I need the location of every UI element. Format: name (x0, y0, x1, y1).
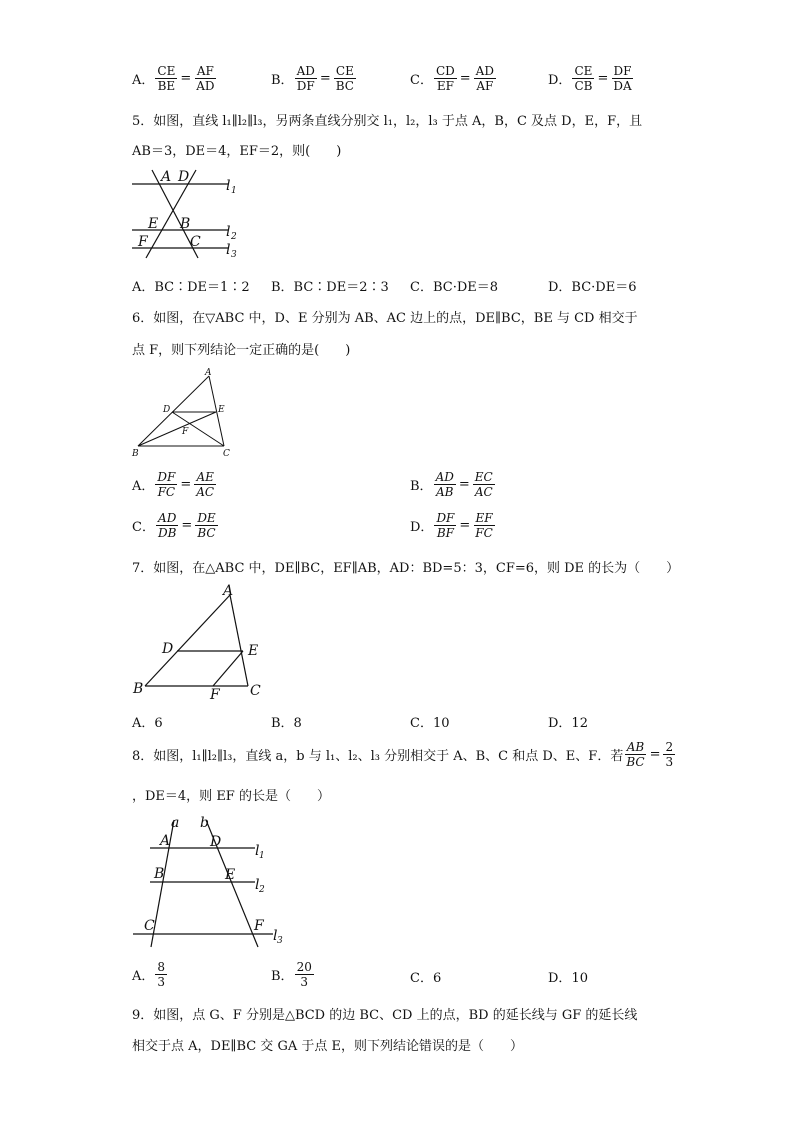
q5-stem-line2: AB＝3，DE＝4，EF＝2，则( ) (132, 144, 342, 159)
q9-stem-line2: 相交于点 A，DE∥BC 交 GA 于点 E，则下列结论错误的是（ ） (132, 1039, 523, 1054)
fraction: $\frac{AD}{DB}$ (157, 511, 177, 540)
label-e: E (148, 216, 159, 232)
q6-option-c[interactable]: C． $\frac{AD}{DB}$ = $\frac{DE}{BC}$ (132, 511, 216, 540)
q5-stem-line1: 5．如图，直线 l₁∥l₂∥l₃，另两条直线分别交 l₁，l₂，l₃ 于点 A，B，C 及点 D，E，F，且 (132, 114, 643, 129)
fraction: $\frac{DF}{BF}$ (436, 511, 455, 540)
fraction: $\frac{CE}{BC}$ (335, 64, 354, 93)
fraction: $\frac{AF}{AD}$ (196, 64, 215, 93)
label-f: F (138, 234, 148, 250)
q8-stem-line2: ，DE＝4，则 EF 的长是（ ） (132, 789, 330, 804)
q4-option-c[interactable]: C． $\frac{CD}{EF}$ = $\frac{AD}{AF}$ (410, 64, 494, 93)
q7-figure (130, 583, 270, 703)
fraction: $\frac{EF}{FC}$ (475, 511, 493, 540)
label-d: D (178, 169, 190, 185)
label-b: B (133, 681, 144, 697)
label-l2-sub: 2 (259, 885, 265, 895)
label-l1-sub: 1 (231, 186, 237, 196)
label-a-line: a (171, 815, 180, 831)
fraction: $\frac{20}{3}$ (296, 960, 312, 989)
label-d: D (163, 405, 171, 415)
q8-figure (130, 815, 290, 955)
label-l2-sub: 2 (231, 232, 237, 242)
label-l3-sub: 3 (231, 250, 237, 260)
label-l3-sub: 3 (277, 936, 283, 946)
side-ab (138, 376, 209, 446)
q4-option-d[interactable]: D． $\frac{CE}{CB}$ = $\frac{DF}{DA}$ (548, 64, 632, 93)
q9-stem-line1: 9．如图，点 G、F 分别是△BCD 的边 BC、CD 上的点，BD 的延长线与 GF 的延长线 (132, 1008, 638, 1023)
q5-option-d[interactable]: D．BC·DE＝6 (548, 280, 637, 295)
q6-option-a[interactable]: A． $\frac{DF}{FC}$ = $\frac{AE}{AC}$ (132, 470, 215, 499)
side-ac (230, 595, 248, 686)
label-c: C (250, 683, 261, 699)
label-a: A (223, 583, 234, 599)
label-f: F (210, 687, 220, 703)
segment-be (138, 412, 216, 446)
q6-figure (132, 368, 242, 458)
q5-option-a[interactable]: A．BC∶DE＝1∶2 (132, 280, 250, 295)
label-f: F (254, 918, 264, 934)
label-l3: l (273, 928, 278, 944)
fraction: $\frac{CE}{BE}$ (157, 64, 176, 93)
q8-stem-line1: 8．如图，l₁∥l₂∥l₃，直线 a，b 与 l₁、l₂、l₃ 分别相交于 A、B、C 和点 D、E、F．若 $\frac{AB}{BC}$ = $\frac{2}{3}$ (132, 740, 674, 769)
fraction: $\frac{DF}{FC}$ (157, 470, 176, 499)
label-d: D (162, 641, 174, 657)
label-d: D (210, 834, 222, 850)
q4-option-a[interactable]: A． $\frac{CE}{BE}$ = $\frac{AF}{AD}$ (132, 64, 215, 93)
side-ab (145, 595, 230, 686)
fraction: $\frac{2}{3}$ (665, 740, 674, 769)
q7-option-a[interactable]: A．6 (132, 716, 163, 731)
fraction: $\frac{CE}{CB}$ (574, 64, 593, 93)
q7-option-c[interactable]: C．10 (410, 716, 450, 731)
label-l2: l (226, 224, 231, 240)
fraction: $\frac{DF}{DA}$ (613, 64, 632, 93)
label-l1: l (226, 178, 231, 194)
label-f: F (182, 427, 189, 437)
label-l1: l (255, 843, 260, 859)
fraction: $\frac{AD}{AB}$ (435, 470, 454, 499)
label-e: E (248, 643, 259, 659)
q8-option-a[interactable]: A． $\frac{8}{3}$ (132, 960, 166, 989)
label-a: A (205, 368, 212, 378)
q7-stem: 7．如图，在△ABC 中，DE∥BC，EF∥AB，AD：BD=5：3，CF=6，则 DE 的长为（ ） (132, 561, 680, 576)
q7-option-d[interactable]: D．12 (548, 716, 588, 731)
q6-option-d[interactable]: D． $\frac{DF}{BF}$ = $\frac{EF}{FC}$ (410, 511, 493, 540)
q5-figure (130, 168, 240, 263)
label-l3: l (226, 242, 231, 258)
q5-option-b[interactable]: B．BC∶DE＝2∶3 (271, 280, 389, 295)
label-b-line: b (200, 815, 209, 831)
label-l1-sub: 1 (259, 851, 265, 861)
label-a: A (160, 833, 171, 849)
fraction: $\frac{AE}{AC}$ (196, 470, 215, 499)
label-a: A (161, 169, 172, 185)
q5-option-c[interactable]: C．BC·DE＝8 (410, 280, 499, 295)
q6-stem-line1: 6．如图，在▽ABC 中，D、E 分别为 AB、AC 边上的点，DE∥BC，BE 与 CD 相交于 (132, 311, 638, 326)
fraction: $\frac{DE}{BC}$ (197, 511, 216, 540)
q8-option-c[interactable]: C．6 (410, 971, 442, 986)
segment-ef (213, 651, 243, 686)
q6-stem-line2: 点 F，则下列结论一定正确的是( ) (132, 343, 351, 358)
label-c: C (223, 449, 230, 459)
fraction: $\frac{AD}{DF}$ (296, 64, 315, 93)
label-e: E (218, 405, 225, 415)
label-c: C (190, 234, 201, 250)
q4-option-b[interactable]: B． $\frac{AD}{DF}$ = $\frac{CE}{BC}$ (271, 64, 354, 93)
fraction: $\frac{CD}{EF}$ (435, 64, 455, 93)
label-b: B (132, 449, 139, 459)
segment-cd (172, 412, 224, 446)
fraction: $\frac{EC}{AC}$ (474, 470, 493, 499)
fraction: $\frac{AB}{BC}$ (626, 740, 645, 769)
label-c: C (144, 918, 155, 934)
label-l2: l (255, 877, 260, 893)
q8-option-d[interactable]: D．10 (548, 971, 588, 986)
label-b: B (154, 866, 165, 882)
q7-option-b[interactable]: B．8 (271, 716, 302, 731)
label-b: B (180, 216, 191, 232)
fraction: $\frac{AD}{AF}$ (475, 64, 494, 93)
fraction: $\frac{8}{3}$ (157, 960, 166, 989)
label-e: E (225, 867, 236, 883)
q8-option-b[interactable]: B． $\frac{20}{3}$ (271, 960, 312, 989)
q6-option-b[interactable]: B． $\frac{AD}{AB}$ = $\frac{EC}{AC}$ (410, 470, 493, 499)
